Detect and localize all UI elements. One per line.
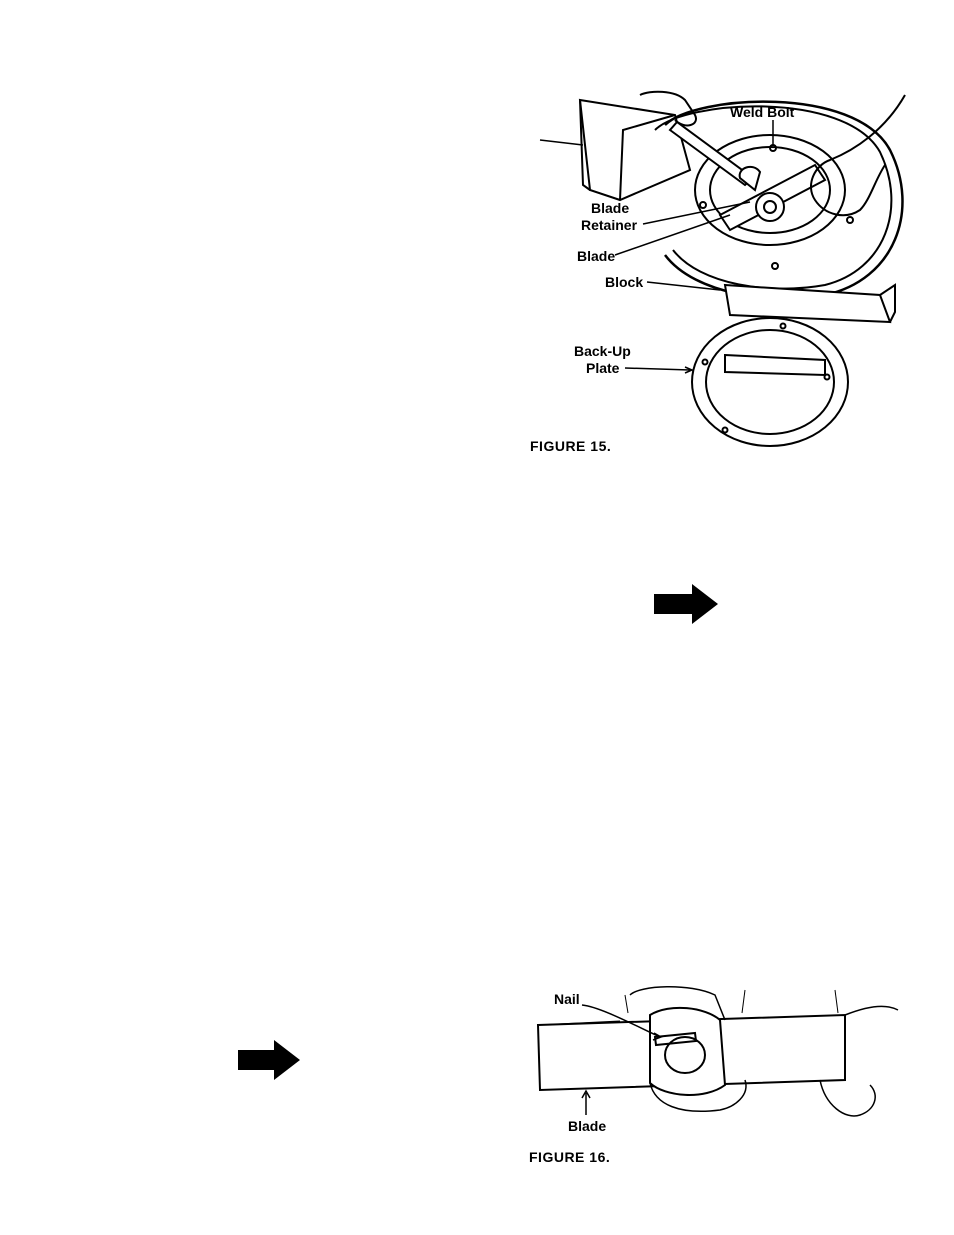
label-blade-fig16: Blade xyxy=(568,1118,607,1134)
label-backup-plate-line1: Back-Up xyxy=(574,343,631,359)
right-arrow-icon xyxy=(238,1040,300,1080)
label-nail: Nail xyxy=(554,991,580,1007)
figure-15-caption: FIGURE 15. xyxy=(530,438,612,454)
label-weld-bolt: Weld Bolt xyxy=(730,104,795,120)
label-blade: Blade xyxy=(577,248,616,264)
label-backup-plate-line2: Plate xyxy=(586,360,620,376)
label-blade-retainer-line2: Retainer xyxy=(581,217,638,233)
label-blade-retainer-line1: Blade xyxy=(591,200,630,216)
figure-15-illustration xyxy=(525,90,910,460)
label-block: Block xyxy=(605,274,644,290)
right-arrow-icon xyxy=(654,584,718,624)
figure-16-caption: FIGURE 16. xyxy=(529,1149,611,1165)
